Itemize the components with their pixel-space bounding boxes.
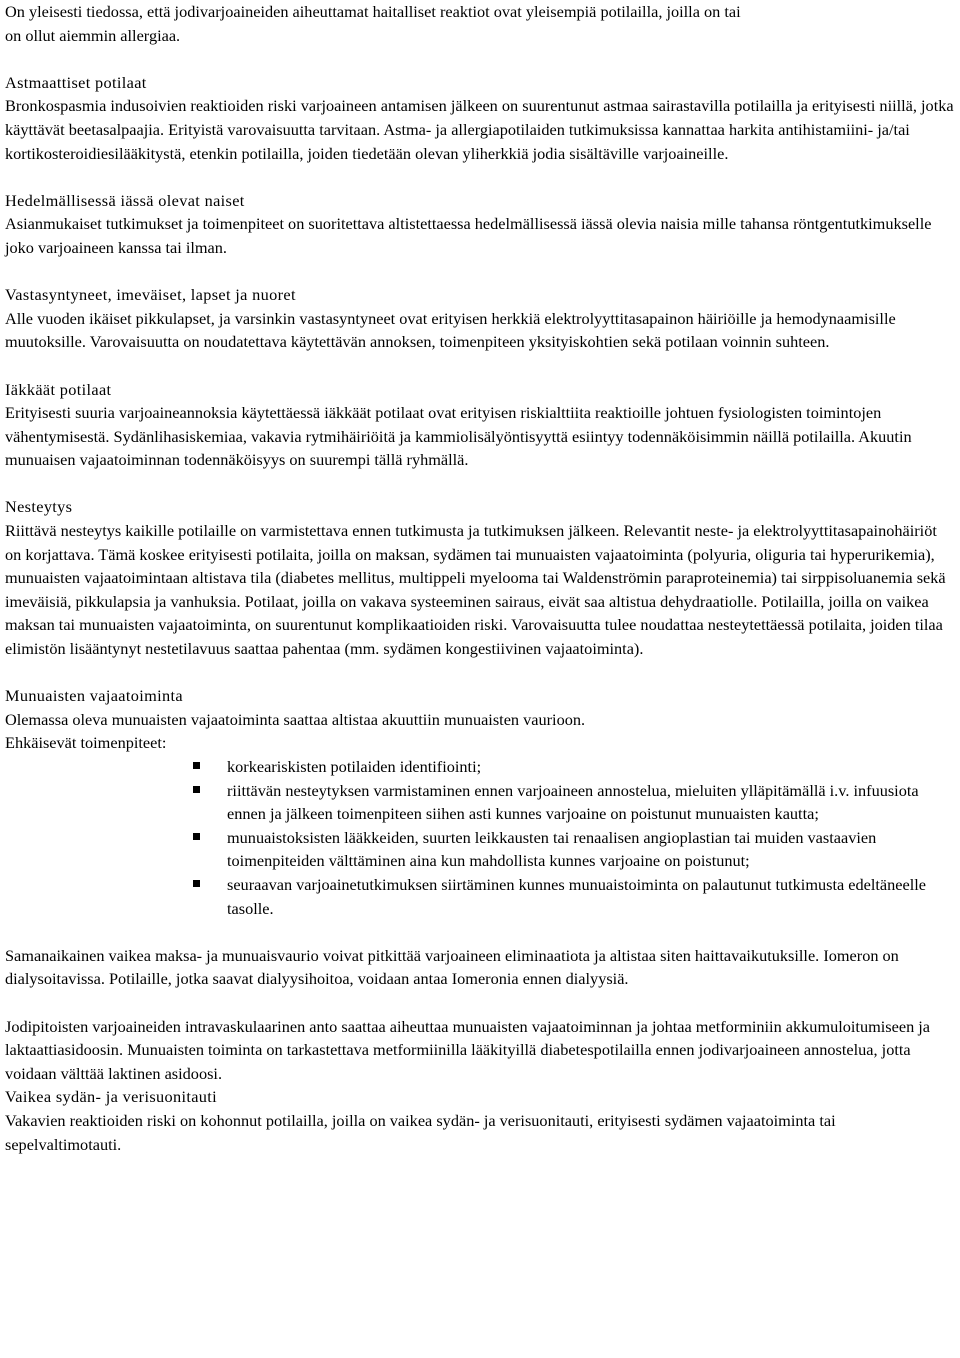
section-heading-hydration: Nesteytys	[5, 497, 73, 517]
section-elderly	[5, 378, 954, 472]
section-heading-asthma: Astmaattiset potilaat	[5, 72, 147, 92]
section-heading-cardiovascular: Vaikea sydän- ja verisuonitauti	[5, 1087, 218, 1107]
section-text-cardiovascular: Vakavien reaktioiden riski on kohonnut potilailla, joilla on vaikea sydän- ja verisuonitauti, erityisesti sydämen vajaatoiminta tai sepelvaltimotauti.	[5, 1110, 836, 1154]
section-text-asthma: Bronkospasmia indusoivien reaktioiden riski varjoaineen antamisen jälkeen on suurentunut astmaa sairastavilla potilailla ja erityisesti niillä, jotka käyttävät beetasalpaajia. Erityistä varovaisuutta tarvitaan. Astma- ja allergiapotilaiden tutkimuksissa kannattaa harkita antihistamiini- ja/tai kortikosteroidiesilääkitystä, etenkin potilailla, joiden tiedetään olevan yliherkkiä jodia sisältäville varjoaineille.	[5, 96, 954, 163]
section-metformin	[5, 1015, 954, 1086]
section-heading-newborns: Vastasyntyneet, imeväiset, lapset ja nuoret	[5, 285, 296, 305]
intro-line-2: on ollut aiemmin allergiaa.	[5, 25, 181, 45]
square-bullet-icon	[193, 880, 200, 887]
section-hydration	[5, 495, 954, 660]
list-item	[227, 873, 954, 920]
section-text-hydration: Riittävä nesteytys kaikille potilaille on varmistettava ennen tutkimusta ja tutkimuksen jälkeen. Relevantit neste- ja elektrolyyttitasapainohäiriöt on korjattava. Tämä koskee erityisesti potilaita, joilla on maksan, sydämen tai munuaisten vajaatoiminta (polyuria, oliguria tai hyperurikemia), munuaisten vajaatoimintaan altistava tila (diabetes mellitus, multippeli myelooma tai Waldenströmin paraproteinemia) tai sirppisoluanemia sekä imeväisiä, pikkulapsia ja vanhuksia. Potilaat, joilla on vakava systeeminen sairaus, eivät saa altistua dehydraatiolle. Potilailla, joilla on vaikea maksan tai munuaisten vajaatoiminta, on suurentunut komplikaatioiden riski. Varovaisuutta tulee noudattaa nesteytettäessä potilaita, joiden tilaa elimistön lisääntynyt nestetilavuus saattaa pahentaa (mm. sydämen kongestiivinen vajaatoiminta).	[5, 521, 946, 659]
section-text-fertile-women: Asianmukaiset tutkimukset ja toimenpiteet on suoritettava altistettaessa hedelmällisessä iässä olevia naisia mille tahansa röntgentutkimukselle joko varjoaineen kanssa tai ilman.	[5, 214, 932, 257]
section-fertile-women	[5, 189, 954, 260]
intro-line-1: On yleisesti tiedossa, että jodivarjoaineiden aiheuttamat haitalliset reaktiot ovat yleisempiä potilailla, joilla on tai	[5, 2, 741, 21]
section-asthma	[5, 71, 954, 165]
list-item-text: seuraavan varjoainetutkimuksen siirtäminen kunnes munuaistoiminta on palautunut tutkimusta edeltäneelle tasolle.	[227, 874, 927, 918]
list-item	[227, 755, 954, 779]
square-bullet-icon	[193, 762, 200, 769]
section-renal-impairment	[5, 684, 954, 920]
intro-paragraph	[5, 0, 954, 47]
square-bullet-icon	[193, 833, 200, 840]
section-text-newborns: Alle vuoden ikäiset pikkulapset, ja varsinkin vastasyntyneet ovat erityisen herkkiä elektrolyyttitasapainon häiriöille ja hemodynaamisille muutoksille. Varovaisuutta on noudatettava käytettävän annoksen, toimenpiteen yksityiskohtien sekä potilaan voinnin suhteen.	[5, 308, 896, 352]
list-item	[227, 779, 954, 826]
preventive-measures-list	[5, 755, 954, 920]
section-cardiovascular	[5, 1085, 954, 1156]
section-text-elderly: Erityisesti suuria varjoaineannoksia käytettäessä iäkkäät potilaat ovat erityisen riskialttiita reaktioille johtuen fysiologisten toimintojen vähentymisestä. Sydänlihasiskemiaa, vakavia rytmihäiriöitä ja kammiolisälyöntisyyttä esiintyy todennäköisimmin näillä potilailla. Akuutin munuaisen vajaatoiminnan todennäköisyys on suurempi tällä ryhmällä.	[5, 403, 912, 470]
section-text-liver-kidney: Samanaikainen vaikea maksa- ja munuaisvaurio voivat pitkittää varjoaineen eliminaatiota ja altistaa siten haittavaikutuksille. Iomeron on dialysoitavissa. Potilaille, jotka saavat dialyysihoitoa, voidaan antaa Iomeronia ennen dialyysiä.	[5, 945, 899, 989]
square-bullet-icon	[193, 786, 200, 793]
section-heading-renal-impairment: Munuaisten vajaatoiminta	[5, 686, 183, 706]
section-heading-elderly: Iäkkäät potilaat	[5, 379, 112, 399]
section-heading-fertile-women: Hedelmällisessä iässä olevat naiset	[5, 190, 245, 210]
preventive-measures-label: Ehkäisevät toimenpiteet:	[5, 733, 167, 753]
section-text-renal-impairment: Olemassa oleva munuaisten vajaatoiminta saattaa altistaa akuuttiin munuaisten vaurioon.	[5, 709, 586, 729]
list-item-text: korkeariskisten potilaiden identifiointi;	[227, 757, 482, 776]
list-item-text: riittävän nesteytyksen varmistaminen ennen varjoaineen annostelua, mieluiten ylläpitämällä i.v. infuusiota ennen ja jälkeen toimenpiteen siihen asti kunnes varjoaine on poistunut munuaisten kautta;	[227, 780, 919, 824]
section-liver-kidney	[5, 944, 954, 991]
list-item	[227, 826, 954, 873]
section-newborns	[5, 283, 954, 354]
section-text-metformin: Jodipitoisten varjoaineiden intravaskulaarinen anto saattaa aiheuttaa munuaisten vajaatoiminnan ja johtaa metforminiin akkumuloitumiseen ja laktaattiasidoosin. Munuaisten toiminta on tarkastettava metformiinilla lääkityillä diabetespotilailla ennen jodivarjoaineen annostelua, jotta voidaan välttää laktinen asidoosi.	[5, 1016, 931, 1083]
list-item-text: munuaistoksisten lääkkeiden, suurten leikkausten tai renaalisen angioplastian tai muiden vastaavien toimenpiteiden välttäminen aina kun mahdollista kunnes varjoaine on poistunut;	[227, 827, 877, 871]
